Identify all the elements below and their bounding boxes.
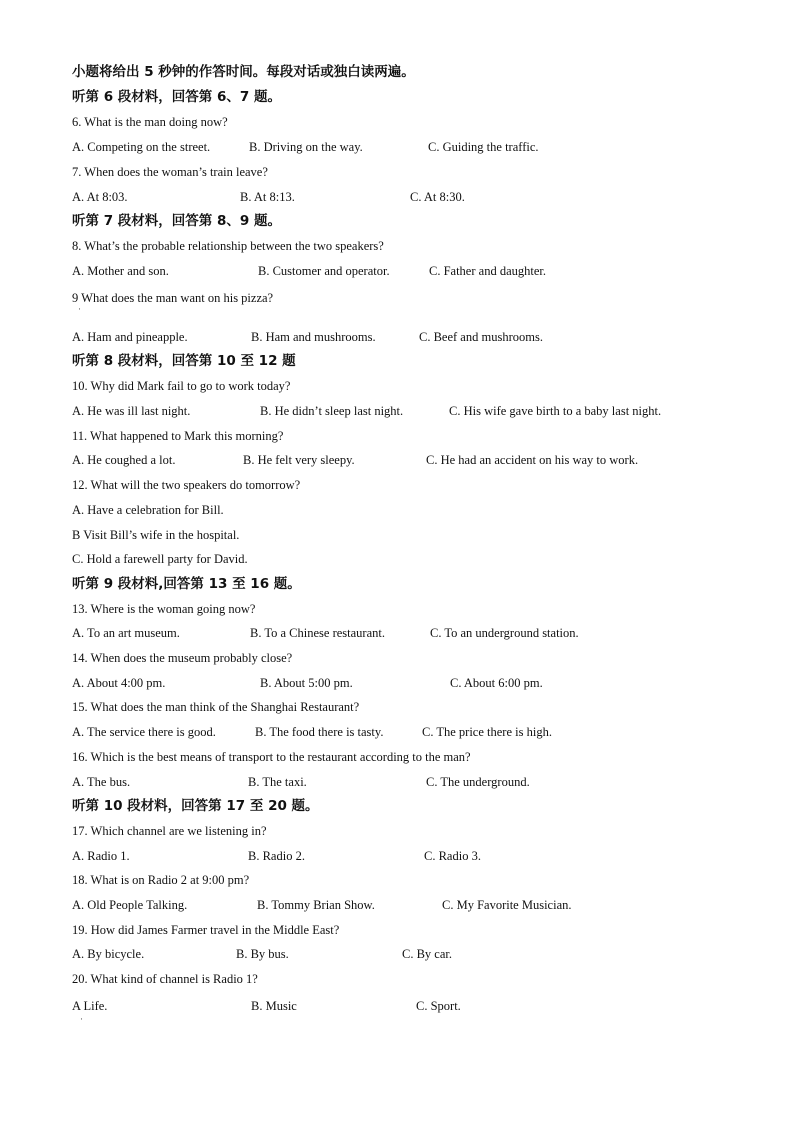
- option-15a: A. The service there is good.: [72, 725, 216, 739]
- section-heading-9: 听第 9 段材料,回答第 13 至 16 题。: [72, 576, 301, 592]
- option-13b: B. To a Chinese restaurant.: [250, 626, 385, 640]
- section-heading-6: 听第 6 段材料，回答第 6、7 题。: [72, 89, 281, 105]
- option-7c: C. At 8:30.: [410, 190, 465, 204]
- option-11b: B. He felt very sleepy.: [243, 453, 355, 467]
- option-16c: C. The underground.: [426, 775, 530, 789]
- option-8b: B. Customer and operator.: [258, 264, 390, 278]
- option-13c: C. To an underground station.: [430, 626, 579, 640]
- question-19: 19. How did James Farmer travel in the Middle East?: [72, 923, 340, 937]
- option-15b: B. The food there is tasty.: [255, 725, 384, 739]
- stray-dot-mark-bottom: ·: [80, 1014, 83, 1024]
- option-17c: C. Radio 3.: [424, 849, 481, 863]
- question-12: 12. What will the two speakers do tomorrow?: [72, 478, 301, 492]
- option-9c: C. Beef and mushrooms.: [419, 330, 543, 344]
- section-heading-8: 听第 8 段材料，回答第 10 至 12 题: [72, 353, 296, 369]
- instructions-line: 小题将给出 5 秒钟的作答时间。每段对话或独白读两遍。: [72, 64, 415, 80]
- option-13a: A. To an art museum.: [72, 626, 180, 640]
- option-18b: B. Tommy Brian Show.: [257, 898, 375, 912]
- option-8a: A. Mother and son.: [72, 264, 169, 278]
- option-10a: A. He was ill last night.: [72, 404, 191, 418]
- question-7: 7. When does the woman’s train leave?: [72, 165, 268, 179]
- option-9b: B. Ham and mushrooms.: [251, 330, 376, 344]
- option-12a: A. Have a celebration for Bill.: [72, 503, 224, 517]
- option-10c: C. His wife gave birth to a baby last night.: [449, 404, 662, 418]
- question-15: 15. What does the man think of the Shanghai Restaurant?: [72, 700, 360, 714]
- option-12b: B Visit Bill’s wife in the hospital.: [72, 528, 240, 542]
- option-20a: A Life.: [72, 999, 108, 1013]
- question-18: 18. What is on Radio 2 at 9:00 pm?: [72, 873, 250, 887]
- option-19c: C. By car.: [402, 947, 452, 961]
- question-13: 13. Where is the woman going now?: [72, 602, 256, 616]
- option-15c: C. The price there is high.: [422, 725, 552, 739]
- stray-dot-mark: ·: [78, 304, 81, 314]
- option-6a: A. Competing on the street.: [72, 140, 211, 154]
- option-12c: C. Hold a farewell party for David.: [72, 552, 248, 566]
- option-18a: A. Old People Talking.: [72, 898, 188, 912]
- option-16b: B. The taxi.: [248, 775, 307, 789]
- option-8c: C. Father and daughter.: [429, 264, 546, 278]
- question-17: 17. Which channel are we listening in?: [72, 824, 267, 838]
- option-19b: B. By bus.: [236, 947, 289, 961]
- question-6: 6. What is the man doing now?: [72, 115, 228, 129]
- question-9: 9 What does the man want on his pizza?: [72, 291, 274, 305]
- section-heading-7: 听第 7 段材料，回答第 8、9 题。: [72, 213, 281, 229]
- option-11c: C. He had an accident on his way to work.: [426, 453, 639, 467]
- question-16: 16. Which is the best means of transport to the restaurant according to the man?: [72, 750, 471, 764]
- question-14: 14. When does the museum probably close?: [72, 651, 293, 665]
- option-17a: A. Radio 1.: [72, 849, 130, 863]
- option-19a: A. By bicycle.: [72, 947, 145, 961]
- option-6c: C. Guiding the traffic.: [428, 140, 539, 154]
- option-20b: B. Music: [251, 999, 297, 1013]
- option-18c: C. My Favorite Musician.: [442, 898, 572, 912]
- question-8: 8. What’s the probable relationship between the two speakers?: [72, 239, 384, 253]
- option-10b: B. He didn’t sleep last night.: [260, 404, 404, 418]
- option-11a: A. He coughed a lot.: [72, 453, 176, 467]
- option-16a: A. The bus.: [72, 775, 131, 789]
- option-17b: B. Radio 2.: [248, 849, 305, 863]
- option-7b: B. At 8:13.: [240, 190, 295, 204]
- option-6b: B. Driving on the way.: [249, 140, 363, 154]
- option-9a: A. Ham and pineapple.: [72, 330, 188, 344]
- option-20c: C. Sport.: [416, 999, 461, 1013]
- question-10: 10. Why did Mark fail to go to work today?: [72, 379, 291, 393]
- question-11: 11. What happened to Mark this morning?: [72, 429, 284, 443]
- option-14b: B. About 5:00 pm.: [260, 676, 353, 690]
- option-14a: A. About 4:00 pm.: [72, 676, 166, 690]
- option-14c: C. About 6:00 pm.: [450, 676, 543, 690]
- question-20: 20. What kind of channel is Radio 1?: [72, 972, 258, 986]
- section-heading-10: 听第 10 段材料，回答第 17 至 20 题。: [72, 798, 319, 814]
- option-7a: A. At 8:03.: [72, 190, 128, 204]
